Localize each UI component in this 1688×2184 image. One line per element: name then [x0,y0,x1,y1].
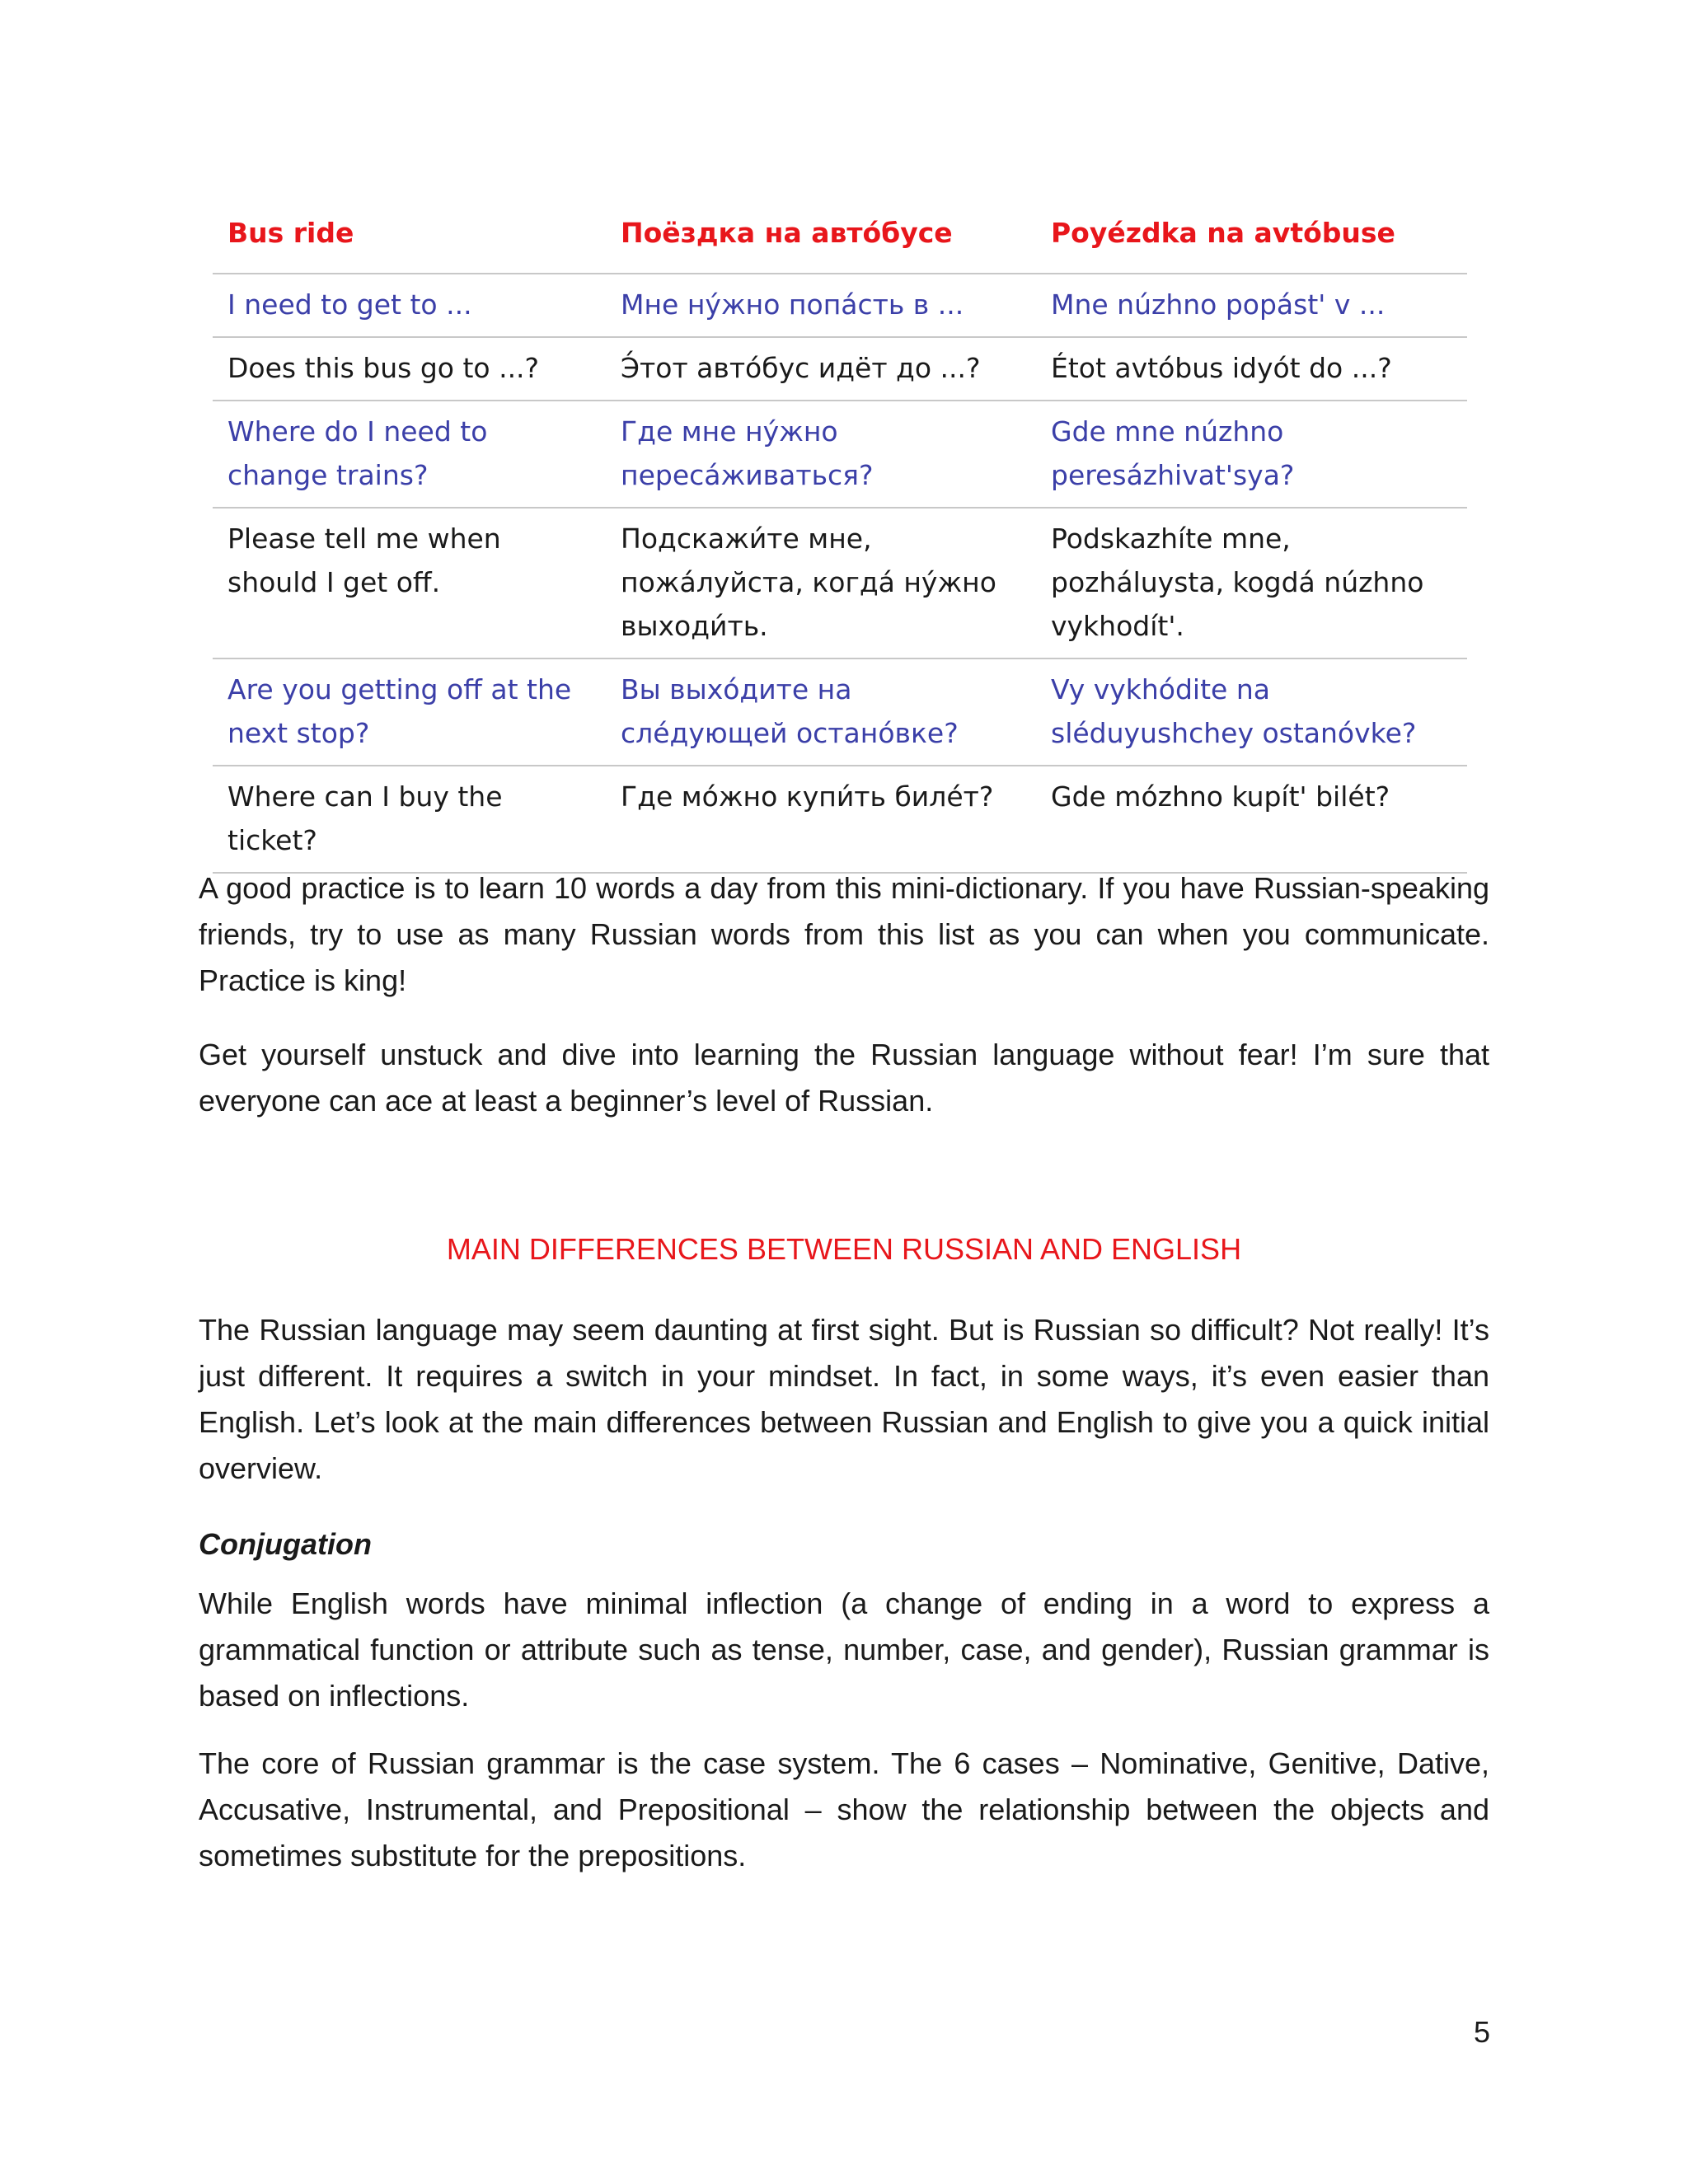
cell-russian: Подскажи́те мне, пожáлуйста, когдá нýжно выходи́ть. [621,523,996,642]
cell-english: Please tell me when should I get off. [227,523,501,598]
cell-transliteration: Étot avtóbus idyót do ...? [1051,352,1392,384]
paragraph-case-system: The core of Russian grammar is the case system. The 6 cases – Nominative, Genitive, Dative, Accusative, Instrumental, and Prepositional – show the relationship between the objects and sometimes substitute for the prepositions. [199,1746,1489,1872]
cell-russian: Где мне нýжно пересáживаться? [621,415,874,491]
cell-russian: Вы выхóдите на слéдующей останóвке? [621,673,959,749]
cell-english: Are you getting off at the next stop? [227,673,572,749]
page-number: 5 [1473,2015,1490,2049]
cell-russian: Мне нýжно попáсть в ... [621,288,964,321]
header-russian: Поёздка на автóбусе [606,196,1036,274]
cell-transliteration: Gde mózhno kupít' bilét? [1051,780,1390,813]
paragraph-practice: A good practice is to learn 10 words a day from this mini-dictionary. If you have Russian-speaking friends, try to use as many Russian words from this list as you can when you communicate. Practice is king! [199,871,1489,997]
subheading-conjugation: Conjugation [199,1527,372,1561]
paragraph-intro-differences: The Russian language may seem daunting at first sight. But is Russian so difficult? Not really! It’s just different. It requires a switch in your mindset. In fact, in some ways, it’s even easier than English. Let’s look at the main differences between Russian and English to give you a quick initial overview. [199,1313,1489,1485]
cell-russian: Где мóжно купи́ть билéт? [621,780,994,813]
table-row [213,337,1467,401]
table-row [213,508,1467,658]
cell-english: I need to get to ... [227,288,472,321]
header-transliteration: Poyézdka na avtóbuse [1036,196,1467,274]
paragraph-inflection: While English words have minimal inflection (a change of ending in a word to express a grammatical function or attribute such as tense, number, case, and gender), Russian grammar is based on inflections. [199,1586,1489,1713]
cell-russian: Э́тот автóбус идёт до ...? [621,352,981,384]
paragraph-unstuck: Get yourself unstuck and dive into learning the Russian language without fear! I’m sure that everyone can ace at least a beginner’s level of Russian. [199,1038,1489,1118]
table-row [213,274,1467,337]
cell-transliteration: Mne núzhno popást' v ... [1051,288,1386,321]
table-row [213,658,1467,766]
table-header-row [213,196,1467,274]
table-row [213,401,1467,508]
cell-transliteration: Podskazhíte mne, pozháluysta, kogdá núzhno vykhodít'. [1051,523,1424,642]
cell-transliteration: Vy vykhódite na sléduyushchey ostanóvke? [1051,673,1417,749]
vocab-table [213,196,1467,874]
cell-english: Where do I need to change trains? [227,415,488,491]
cell-english: Where can I buy the ticket? [227,780,503,856]
cell-transliteration: Gde mne núzhno peresázhivat'sya? [1051,415,1295,491]
section-heading: MAIN DIFFERENCES BETWEEN RUSSIAN AND ENGLISH [446,1232,1242,1266]
cell-english: Does this bus go to ...? [227,352,540,384]
header-english: Bus ride [213,196,606,274]
table-row [213,766,1467,873]
